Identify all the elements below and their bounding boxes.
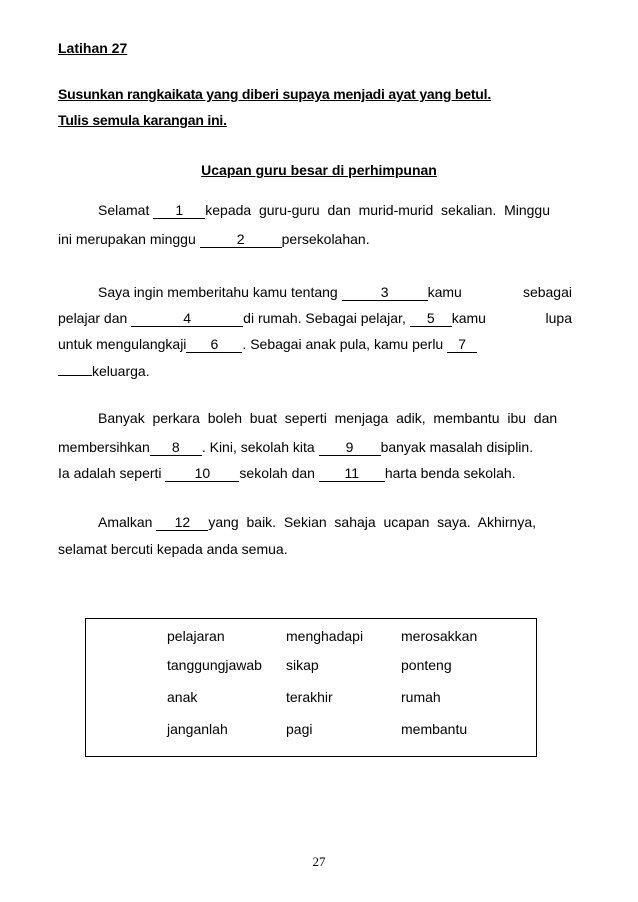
blank-6[interactable]: 6 [186,337,242,353]
exercise-title: Latihan 27 [58,40,128,56]
text-segment: keluarga. [92,363,150,379]
text-segment: . Sebagai anak pula, kamu perlu [242,336,444,352]
text-segment: Ia adalah seperti [58,465,162,481]
blank-8[interactable]: 8 [150,440,202,456]
blank-2[interactable]: 2 [200,232,282,248]
word-bank-item: anak [167,689,198,705]
text-segment: banyak masalah disiplin. [380,439,534,455]
blank-7-continued [58,360,92,376]
word-bank-item: ponteng [401,657,452,673]
word-bank-item: menghadapi [286,628,364,644]
page-number: 27 [312,854,326,869]
paragraph-1-line-2 [58,229,572,249]
blank-4[interactable]: 4 [131,311,243,327]
text-segment: persekolahan. [281,231,370,247]
paragraph-2-line-1 [58,282,572,302]
blank-10[interactable]: 10 [165,466,239,482]
paragraph-4-line-1 [58,512,572,532]
text-segment: yang baik. Sekian sahaja ucapan saya. Akhirnya, [208,514,537,530]
text-segment: lupa [545,310,572,326]
word-bank-item: terakhir [286,689,333,705]
text-segment: selamat bercuti kepada anda semua. [58,541,288,557]
text-segment: pelajar dan [58,310,128,326]
instruction-line-2: Tulis semula karangan ini. [58,112,227,128]
text-segment: membersihkan [58,439,150,455]
text-segment: kepada guru-guru dan murid-murid sekalian. Minggu [205,202,550,218]
text-segment: Amalkan [98,514,153,530]
text-segment: sebagai [522,284,572,300]
blank-7[interactable]: 7 [447,337,477,353]
essay-heading [0,162,638,178]
text-segment: ini merupakan minggu [58,231,196,247]
blank-1[interactable]: 1 [153,203,205,219]
word-bank-box [85,618,537,757]
paragraph-3-line-3 [58,463,572,483]
text-segment: kamu [427,284,462,300]
word-bank-item: tanggungjawab [167,657,262,673]
blank-5[interactable]: 5 [410,311,452,327]
paragraph-2-line-2 [58,308,572,328]
paragraph-2-line-3 [58,334,572,354]
word-bank-item: membantu [401,721,468,737]
paragraph-4-line-2 [58,539,572,559]
word-bank-item: merosakkan [401,628,478,644]
text-segment: di rumah. Sebagai pelajar, [243,310,406,326]
text-segment [98,200,550,220]
text-segment: untuk mengulangkaji [58,336,187,352]
text-segment: kamu [451,310,486,326]
paragraph-1-line-1 [58,200,572,220]
text-segment: Banyak perkara boleh buat seperti menjaga adik, membantu ibu dan [98,410,558,426]
word-bank-item: sikap [286,657,319,673]
word-bank-item: rumah [401,689,441,705]
paragraph-2-line-4 [58,360,572,380]
blank-12[interactable]: 12 [156,515,208,531]
text-segment: sekolah dan [239,465,315,481]
text-segment: Saya ingin memberitahu kamu tentang [98,284,338,300]
blank-3[interactable]: 3 [342,285,428,301]
word-bank-item: pagi [286,721,313,737]
text-segment: harta benda sekolah. [384,465,516,481]
instruction-line-1: Susunkan rangkaikata yang diberi supaya menjadi ayat yang betul. [58,86,492,102]
paragraph-3-line-2 [58,437,572,457]
word-bank-item: janganlah [167,721,228,737]
word-bank-item: pelajaran [167,628,225,644]
text-segment: . Kini, sekolah kita [201,439,315,455]
blank-11[interactable]: 11 [319,466,385,482]
blank-9[interactable]: 9 [319,440,381,456]
paragraph-3-line-1 [58,408,572,428]
essay-heading-text: Ucapan guru besar di perhimpunan [201,162,437,178]
text-segment: Selamat [98,202,150,218]
